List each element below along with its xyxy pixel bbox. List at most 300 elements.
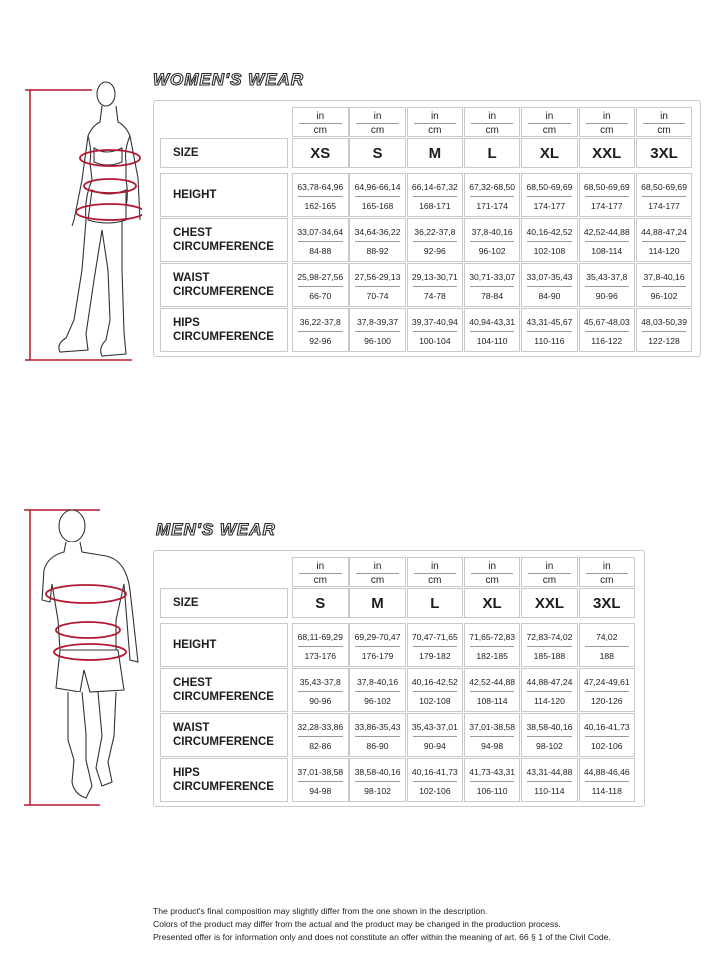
row-label-line: HEIGHT (173, 639, 217, 651)
table-cell (636, 263, 693, 307)
value-in: 37,8-40,16 (357, 677, 399, 687)
row-label (160, 308, 288, 352)
value-cm: 94-98 (481, 741, 504, 751)
value-cm: 96-102 (364, 696, 391, 706)
value-in: 36,22-37,8 (414, 227, 456, 237)
unit-cm: cm (370, 575, 385, 586)
value-in: 68,50-69,69 (526, 182, 573, 192)
value-divider (470, 646, 515, 647)
value-divider (355, 646, 400, 647)
men-section (0, 500, 720, 820)
woman-figure-icon (22, 70, 142, 370)
value-divider (527, 781, 572, 782)
unit-cm: cm (428, 125, 442, 136)
table-cell (407, 758, 464, 802)
row-label-line: CIRCUMFERENCE (173, 736, 274, 748)
value-divider (413, 241, 458, 242)
table-cell (407, 713, 464, 757)
size-header-l: L (407, 588, 464, 618)
row-label-line: WAIST (173, 722, 210, 734)
unit-divider (586, 123, 629, 124)
value-cm: 96-100 (364, 336, 391, 346)
table-cell (464, 173, 521, 217)
row-label-text (173, 766, 274, 794)
row-label-text (173, 316, 274, 344)
value-in: 64,96-66,14 (354, 182, 401, 192)
table-cell (407, 308, 464, 352)
value-cm: 110-116 (534, 336, 565, 346)
value-in: 41,73-43,31 (469, 767, 516, 777)
value-cm: 96-102 (650, 291, 678, 301)
value-in: 35,43-37,8 (586, 272, 628, 282)
row-label-text (173, 188, 216, 202)
table-cell (464, 758, 521, 802)
table-cell (636, 218, 693, 262)
table-cell (292, 218, 349, 262)
row-label-line: CIRCUMFERENCE (173, 691, 274, 703)
table-cell (349, 218, 406, 262)
unit-in: in (545, 111, 554, 122)
unit-divider (528, 573, 571, 574)
value-divider (413, 736, 458, 737)
value-in: 48,03-50,39 (641, 317, 687, 327)
value-cm: 171-174 (476, 201, 508, 211)
size-header-s: S (292, 588, 349, 618)
value-divider (355, 196, 400, 197)
unit-divider (299, 573, 342, 574)
row-label-line: CHEST (173, 227, 212, 239)
size-label: SIZE (160, 138, 288, 168)
table-cell (636, 173, 693, 217)
unit-divider (528, 123, 571, 124)
value-cm: 162-165 (304, 201, 337, 211)
value-divider (527, 331, 572, 332)
value-divider (355, 781, 400, 782)
value-in: 37,8-40,16 (643, 272, 685, 282)
table-cell (521, 623, 578, 667)
value-divider (355, 691, 400, 692)
table-cell (464, 263, 521, 307)
women-title: WOMEN'S WEAR (153, 70, 305, 89)
value-cm: 90-94 (423, 741, 446, 751)
value-divider (355, 241, 400, 242)
value-in: 32,28-33,86 (297, 722, 344, 732)
value-cm: 86-90 (366, 741, 389, 751)
table-cell (579, 623, 636, 667)
row-label (160, 758, 288, 802)
value-in: 40,16-42,52 (526, 227, 573, 237)
footer-line-1: The product's final composition may slightly differ from the one shown in the description. (153, 906, 488, 916)
men-size-table (153, 550, 645, 807)
size-header-xxl: XXL (579, 138, 636, 168)
value-divider (298, 286, 343, 287)
value-divider (527, 196, 572, 197)
table-cell (292, 668, 349, 712)
value-cm: 84-88 (309, 246, 332, 256)
table-cell (292, 713, 349, 757)
value-in: 45,67-48,03 (583, 317, 630, 327)
value-in: 37,8-40,16 (471, 227, 513, 237)
unit-header (636, 107, 693, 137)
value-divider (413, 286, 458, 287)
unit-in: in (488, 561, 497, 572)
value-in: 68,11-69,29 (297, 632, 343, 642)
value-divider (470, 736, 515, 737)
value-cm: 70-74 (366, 291, 389, 301)
value-cm: 120-126 (590, 696, 623, 706)
row-label-line: CHEST (173, 677, 212, 689)
value-cm: 88-92 (366, 246, 389, 256)
row-label-line: HIPS (173, 767, 200, 779)
value-in: 66,14-67,32 (411, 182, 458, 192)
unit-divider (299, 123, 342, 124)
value-in: 25,98-27,56 (297, 272, 344, 282)
value-divider (585, 646, 630, 647)
unit-header (579, 557, 636, 587)
unit-header (407, 557, 464, 587)
value-cm: 185-188 (533, 651, 566, 661)
table-cell (521, 218, 578, 262)
unit-header (292, 107, 349, 137)
value-cm: 114-120 (648, 246, 680, 256)
value-divider (470, 196, 515, 197)
value-in: 42,52-44,88 (583, 227, 630, 237)
value-in: 39,37-40,94 (411, 317, 458, 327)
unit-divider (471, 123, 514, 124)
value-in: 40,16-42,52 (411, 677, 458, 687)
unit-divider (414, 573, 457, 574)
size-label: SIZE (160, 588, 288, 618)
value-cm: 98-102 (536, 741, 563, 751)
table-cell (349, 173, 406, 217)
unit-divider (356, 123, 399, 124)
footer-line-3: Presented offer is for information only and does not constitute an offer within the meaning of art. 66 § 1 of the Civil Code. (153, 932, 611, 942)
value-in: 72,83-74,02 (526, 632, 573, 642)
man-figure-icon (20, 500, 150, 810)
value-divider (642, 331, 687, 332)
row-label-line: HEIGHT (173, 189, 217, 201)
value-in: 27,56-29,13 (354, 272, 401, 282)
value-in: 68,50-69,69 (641, 182, 687, 192)
unit-in: in (602, 111, 611, 122)
size-header-m: M (407, 138, 464, 168)
value-cm: 116-122 (591, 336, 623, 346)
value-in: 68,50-69,69 (583, 182, 630, 192)
value-cm: 102-108 (419, 696, 451, 706)
value-divider (585, 781, 630, 782)
table-cell (407, 173, 464, 217)
table-cell (349, 308, 406, 352)
table-cell (636, 308, 693, 352)
value-cm: 82-86 (309, 741, 332, 751)
value-in: 35,43-37,01 (411, 722, 458, 732)
value-divider (642, 241, 687, 242)
value-divider (298, 736, 343, 737)
table-cell (579, 758, 636, 802)
value-cm: 174-177 (533, 201, 566, 211)
value-cm: 66-70 (309, 291, 332, 301)
value-cm: 74-78 (423, 291, 446, 301)
row-label-line: CIRCUMFERENCE (173, 286, 274, 298)
unit-header (407, 107, 464, 137)
value-cm: 188 (599, 651, 614, 661)
value-divider (413, 196, 458, 197)
size-header-m: M (349, 588, 406, 618)
value-cm: 78-84 (481, 291, 504, 301)
value-divider (585, 241, 630, 242)
value-divider (585, 736, 630, 737)
value-cm: 92-96 (423, 246, 446, 256)
row-label (160, 623, 288, 667)
unit-in: in (430, 111, 439, 122)
row-label (160, 713, 288, 757)
value-divider (527, 241, 572, 242)
row-label (160, 218, 288, 262)
value-in: 71,65-72,83 (469, 632, 516, 642)
value-cm: 122-128 (648, 336, 680, 346)
table-cell (521, 263, 578, 307)
unit-cm: cm (428, 575, 442, 586)
footer-line-2: Colors of the product may differ from the actual and the product may be changed in the production process. (153, 919, 561, 929)
unit-divider (356, 573, 399, 574)
value-in: 33,07-34,64 (297, 227, 344, 237)
value-divider (585, 196, 630, 197)
value-in: 40,16-41,73 (411, 767, 458, 777)
table-cell (464, 623, 521, 667)
value-cm: 108-114 (591, 246, 623, 256)
unit-in: in (430, 561, 439, 572)
unit-in: in (373, 561, 382, 572)
unit-header (292, 557, 349, 587)
value-in: 35,43-37,8 (299, 677, 341, 687)
unit-header (579, 107, 636, 137)
footer-disclaimer (153, 905, 611, 944)
table-cell (292, 308, 349, 352)
row-label-text (173, 271, 274, 299)
value-cm: 102-108 (533, 246, 566, 256)
value-divider (413, 781, 458, 782)
value-cm: 92-96 (309, 336, 332, 346)
unit-in: in (373, 111, 382, 122)
table-cell (349, 263, 406, 307)
table-cell (349, 623, 406, 667)
value-divider (298, 331, 343, 332)
unit-in: in (602, 561, 611, 572)
table-cell (292, 263, 349, 307)
value-cm: 110-114 (534, 786, 565, 796)
value-in: 34,64-36,22 (354, 227, 401, 237)
table-cell (349, 758, 406, 802)
value-cm: 90-96 (309, 696, 332, 706)
value-cm: 174-177 (648, 201, 680, 211)
table-cell (349, 713, 406, 757)
value-divider (527, 286, 572, 287)
table-cell (579, 218, 636, 262)
value-divider (470, 241, 515, 242)
value-in: 43,31-44,88 (526, 767, 573, 777)
row-label (160, 263, 288, 307)
table-cell (579, 308, 636, 352)
size-header-xl: XL (464, 588, 521, 618)
unit-cm: cm (657, 125, 671, 136)
value-cm: 106-110 (476, 786, 508, 796)
value-divider (298, 241, 343, 242)
value-cm: 102-106 (419, 786, 451, 796)
table-cell (521, 668, 578, 712)
value-in: 70,47-71,65 (411, 632, 458, 642)
unit-header (521, 557, 578, 587)
table-cell (521, 308, 578, 352)
men-title: MEN'S WEAR (156, 520, 276, 539)
row-label (160, 173, 288, 217)
table-cell (407, 623, 464, 667)
row-label-text (173, 676, 274, 704)
value-cm: 165-168 (361, 201, 394, 211)
value-in: 38,58-40,16 (526, 722, 573, 732)
value-cm: 94-98 (309, 786, 332, 796)
value-divider (642, 196, 687, 197)
value-in: 37,8-39,37 (357, 317, 399, 327)
value-divider (527, 646, 572, 647)
unit-divider (471, 573, 514, 574)
unit-in: in (316, 111, 325, 122)
row-label-line: CIRCUMFERENCE (173, 781, 274, 793)
size-header-3xl: 3XL (636, 138, 693, 168)
size-header-l: L (464, 138, 521, 168)
value-cm: 100-104 (419, 336, 451, 346)
value-cm: 168-171 (419, 201, 451, 211)
value-divider (298, 196, 343, 197)
value-cm: 182-185 (476, 651, 508, 661)
value-in: 63,78-64,96 (297, 182, 344, 192)
value-cm: 176-179 (361, 651, 394, 661)
value-in: 42,52-44,88 (469, 677, 516, 687)
women-section (0, 0, 720, 400)
value-in: 67,32-68,50 (469, 182, 516, 192)
row-label-text (173, 226, 274, 254)
unit-in: in (545, 561, 554, 572)
unit-header (349, 557, 406, 587)
value-in: 37,01-38,58 (469, 722, 516, 732)
unit-header (349, 107, 406, 137)
table-cell (292, 173, 349, 217)
value-divider (355, 286, 400, 287)
value-cm: 174-177 (590, 201, 623, 211)
unit-in: in (316, 561, 325, 572)
row-label-line: CIRCUMFERENCE (173, 241, 274, 253)
value-divider (642, 286, 687, 287)
value-in: 44,88-46,46 (583, 767, 630, 777)
unit-in: in (660, 111, 668, 122)
value-cm: 108-114 (476, 696, 508, 706)
value-cm: 84-90 (538, 291, 561, 301)
table-cell (521, 758, 578, 802)
unit-cm: cm (370, 125, 385, 136)
unit-in: in (488, 111, 497, 122)
unit-cm: cm (485, 575, 499, 586)
value-cm: 114-120 (533, 696, 565, 706)
value-in: 74,02 (595, 632, 618, 642)
row-label-text (173, 721, 274, 749)
women-size-table (153, 100, 701, 357)
unit-header (464, 557, 521, 587)
value-in: 40,16-41,73 (583, 722, 630, 732)
unit-divider (414, 123, 457, 124)
table-cell (521, 713, 578, 757)
table-cell (464, 713, 521, 757)
unit-cm: cm (542, 575, 557, 586)
value-in: 47,24-49,61 (583, 677, 630, 687)
value-divider (413, 691, 458, 692)
value-divider (470, 691, 515, 692)
value-divider (298, 691, 343, 692)
value-cm: 98-102 (364, 786, 391, 796)
value-divider (585, 691, 630, 692)
value-cm: 104-110 (476, 336, 508, 346)
unit-divider (643, 123, 686, 124)
row-label (160, 668, 288, 712)
table-cell (521, 173, 578, 217)
unit-cm: cm (313, 125, 327, 136)
value-divider (585, 331, 630, 332)
value-in: 33,86-35,43 (354, 722, 401, 732)
value-divider (298, 781, 343, 782)
size-header-xxl: XXL (521, 588, 578, 618)
unit-cm: cm (485, 125, 499, 136)
value-in: 69,29-70,47 (354, 632, 401, 642)
value-divider (298, 646, 343, 647)
value-divider (585, 286, 630, 287)
value-in: 36,22-37,8 (299, 317, 341, 327)
unit-cm: cm (313, 575, 327, 586)
value-cm: 96-102 (478, 246, 506, 256)
value-cm: 114-118 (591, 786, 622, 796)
value-in: 44,88-47,24 (526, 677, 573, 687)
table-cell (464, 668, 521, 712)
table-cell (464, 308, 521, 352)
value-in: 33,07-35,43 (526, 272, 573, 282)
value-in: 38,58-40,16 (354, 767, 401, 777)
table-cell (579, 668, 636, 712)
value-divider (470, 781, 515, 782)
size-header-xl: XL (521, 138, 578, 168)
value-cm: 102-106 (590, 741, 623, 751)
unit-header (464, 107, 521, 137)
value-divider (355, 736, 400, 737)
value-divider (470, 286, 515, 287)
table-cell (292, 623, 349, 667)
size-header-s: S (349, 138, 406, 168)
value-divider (527, 691, 572, 692)
value-divider (527, 736, 572, 737)
value-cm: 173-176 (304, 651, 337, 661)
value-in: 44,88-47,24 (641, 227, 687, 237)
size-header-3xl: 3XL (579, 588, 636, 618)
unit-cm: cm (600, 575, 614, 586)
table-cell (579, 173, 636, 217)
value-cm: 90-96 (595, 291, 618, 301)
size-header-xs: XS (292, 138, 349, 168)
table-cell (407, 668, 464, 712)
table-cell (579, 263, 636, 307)
value-divider (470, 331, 515, 332)
value-divider (413, 331, 458, 332)
row-label-line: CIRCUMFERENCE (173, 331, 274, 343)
unit-cm: cm (542, 125, 557, 136)
table-cell (292, 758, 349, 802)
value-divider (355, 331, 400, 332)
table-cell (407, 263, 464, 307)
